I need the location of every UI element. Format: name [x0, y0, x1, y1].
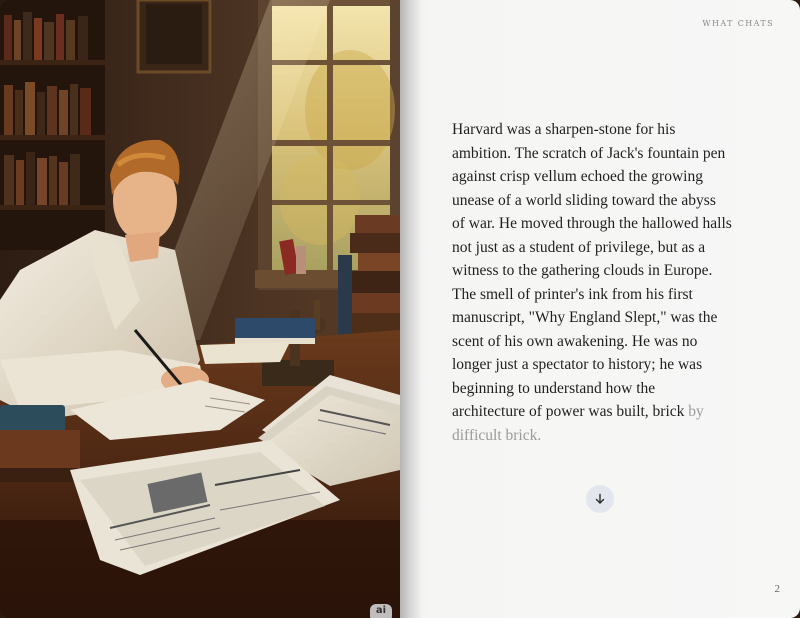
running-title: WHAT CHATS — [702, 19, 774, 28]
gutter-shadow — [400, 0, 422, 618]
text-page — [400, 0, 800, 618]
page-number: 2 — [774, 583, 780, 595]
scroll-down-button[interactable] — [586, 485, 614, 513]
arrow-down-icon — [594, 493, 606, 505]
story-paragraph-faded: by difficult brick. — [452, 403, 704, 444]
story-paragraph-main: Harvard was a sharpen-stone for his ambition. The scratch of Jack's fountain pen against crisp vellum echoed the growing unease of a world sliding toward the abyss of war. He moved through the hallowed halls not just as a student of privilege, but as a witness to the gathering clouds in Europe. The smell of printer's ink from his first manuscript, "Why England Slept," was the scent of his own awakening. He was no longer just a spectator to history; he was beginning to understand how the architecture of power was built, brick — [452, 121, 732, 420]
ai-badge: ai — [370, 604, 392, 618]
story-paragraph — [452, 118, 732, 447]
